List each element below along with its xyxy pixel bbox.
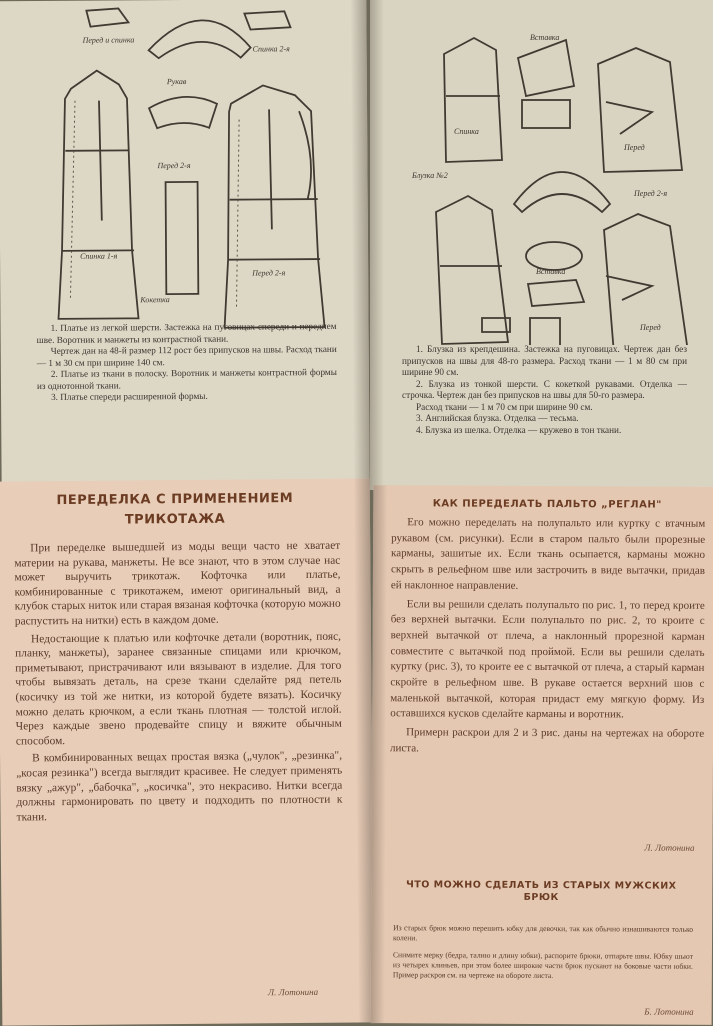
sheet-top-right xyxy=(370,0,713,490)
pattern-label: Кокетка xyxy=(139,295,169,304)
article-paragraph: Его можно переделать на полупальто или куртку с втачным рукавом (см. рисунки). Если в старом пальто были прорезные карманы, зашитые их. Если ткань осыпается, карманы можно скрыть в рельефном шве или застрочить в виде вытачки, придав ей наклонное направление. xyxy=(391,515,705,595)
article-paragraph: При переделке вышедшей из моды вещи часто не хватает материи на рукава, манжеты. Не все знают, что в этом случае нас может выручить трикотаж. Кофточка или платье, комбинированные с трикотажем, имеют оригинальный вид, а клубок старых ниток или старая вязаная кофточка (которую можно распустить на нитки) есть в каждом доме. xyxy=(14,539,341,629)
pattern-drawing-blouses xyxy=(370,0,713,345)
article-paragraph: В комбинированных вещах простая вязка („чулок", „резинка", „косая резинка") всегда выглядит красивее. Не следует применять вязку „ажур", „бабочка", „косичка", это некрасиво. Нитки всегда должны гармонировать по цвету и подходить по плотности к ткани. xyxy=(16,749,343,825)
article-heading: ПЕРЕДЕЛКА С ПРИМЕНЕНИЕМ ТРИКОТАЖА xyxy=(10,489,340,532)
pattern-label: Перед 2-я xyxy=(156,161,190,170)
article-paragraph: Недостающие к платью или кофточке детали (воротник, пояс, планку, манжеты), заранее связанные спицами или крючком, приметывают, пристрачивают или вязывают в изделие. Для того чтобы вывязать деталь, на срезе ткани сделайте ряд петель (косичку из той же нитки, из которой будете вязать). Косичку можно делать крючком, а если ткань плотная — толстой иглой. Через каждые звено продевайте спицу и вяжите обычным способом. xyxy=(15,629,342,749)
article-paragraph: Примерн раскрои для 2 и 3 рис. даны на чертежах на обороте листа. xyxy=(390,725,704,758)
pattern-caption xyxy=(37,321,338,404)
pattern-drawing-dresses xyxy=(0,0,369,331)
caption-line: Чертеж дан на 48-й размер 112 рост без припусков на швы. Расход ткани — 1 м 30 см при ширине 140 см. xyxy=(37,344,337,369)
pattern-label: Спинка xyxy=(454,127,479,136)
sheet-bottom-right xyxy=(371,485,713,1025)
author-signature: Б. Лотонина xyxy=(644,1007,693,1017)
article-body xyxy=(390,515,705,761)
sheet-top-left xyxy=(0,0,370,493)
caption-line: 3. Платье спереди расширенной формы. xyxy=(37,390,337,404)
page-fold-shadow xyxy=(370,0,384,490)
author-signature: Л. Лотонина xyxy=(268,987,318,997)
caption-line: 2. Блузка из тонкой шерсти. С кокеткой рукавами. Отделка — строчка. Чертеж дан без припусков на швы для 50-го размера. xyxy=(402,379,687,402)
author-signature: Л. Лотонина xyxy=(644,843,694,853)
pattern-label: Спинка 1-я xyxy=(80,251,118,260)
pattern-label: Перед 2-я xyxy=(633,189,667,198)
article-paragraph: Если вы решили сделать полупальто по рис. 1, то перед кроите без верхней вытачки. Если полупальто по рис. 2, то кроите с верхней вытачкой от плеча, а наклонный прорезной карман совместите с вытачкой под проймой. Если вы решили сделать куртку (рис. 3), то кроите ее с вытачкой от плеча, а старый карман скройте в рельефном шве. В рукаве остается верхний шов с маленькой вытачкой, которая придаст ему мягкую форму. Из оставшихся кусков сделайте карманы и воротник. xyxy=(390,597,705,724)
article-heading-secondary: ЧТО МОЖНО СДЕЛАТЬ ИЗ СТАРЫХ МУЖСКИХ БРЮК xyxy=(401,879,681,904)
page-fold-shadow xyxy=(371,485,388,1023)
pattern-label: Перед 2-я xyxy=(251,268,285,277)
pattern-label: Рукав xyxy=(166,77,187,86)
page-fold-shadow xyxy=(350,0,369,491)
article-paragraph: Снимите мерку (бедра, талию и длину юбки), распорите брюки, отпарьте швы. Юбку шьют из четырех клиньев, при этом более широкие части брюк пускают на боковые части юбки. Пример раскроя см. на чертеже на обороте листа. xyxy=(393,950,693,982)
article-body-secondary xyxy=(393,915,693,989)
caption-line: 1. Блузка из крепдешина. Застежка на пуговицах. Чертеж дан без припусков на швы для 48-го размера. Расход ткани — 1 м 80 см при ширине 90 см. xyxy=(402,344,687,379)
pattern-label: Вставка xyxy=(530,33,559,42)
caption-line: 4. Блузка из шелка. Отделка — кружево в тон ткани. xyxy=(402,425,687,437)
caption-line: 1. Платье из легкой шерсти. Застежка на пуговицах спереди и переднем шве. Воротник и манжеты из контрастной ткани. xyxy=(37,321,337,346)
caption-line: 3. Английская блузка. Отделка — тесьма. xyxy=(402,413,687,425)
pattern-label: Перед xyxy=(623,143,645,152)
article-paragraph: Из старых брюк можно перешить юбку для девочки, так как обычно изнашиваются только колени. xyxy=(393,923,693,945)
article-body xyxy=(14,539,342,828)
sheet-bottom-left xyxy=(0,478,374,1025)
pattern-label: Перед и спинка xyxy=(82,35,135,44)
caption-line: 2. Платье из ткани в полоску. Воротник и манжеты контрастной формы из однотонной ткани. xyxy=(37,367,337,392)
caption-line: Расход ткани — 1 м 70 см при ширине 90 см. xyxy=(402,402,687,414)
pattern-label: Вставка xyxy=(536,267,565,276)
article-heading: КАК ПЕРЕДЕЛАТЬ ПАЛЬТО „РЕГЛАН" xyxy=(407,497,687,512)
pattern-caption xyxy=(402,344,687,436)
pattern-label: Блузка №2 xyxy=(411,171,448,180)
pattern-label: Перед xyxy=(639,323,661,332)
pattern-label: Спинка 2-я xyxy=(253,44,291,53)
